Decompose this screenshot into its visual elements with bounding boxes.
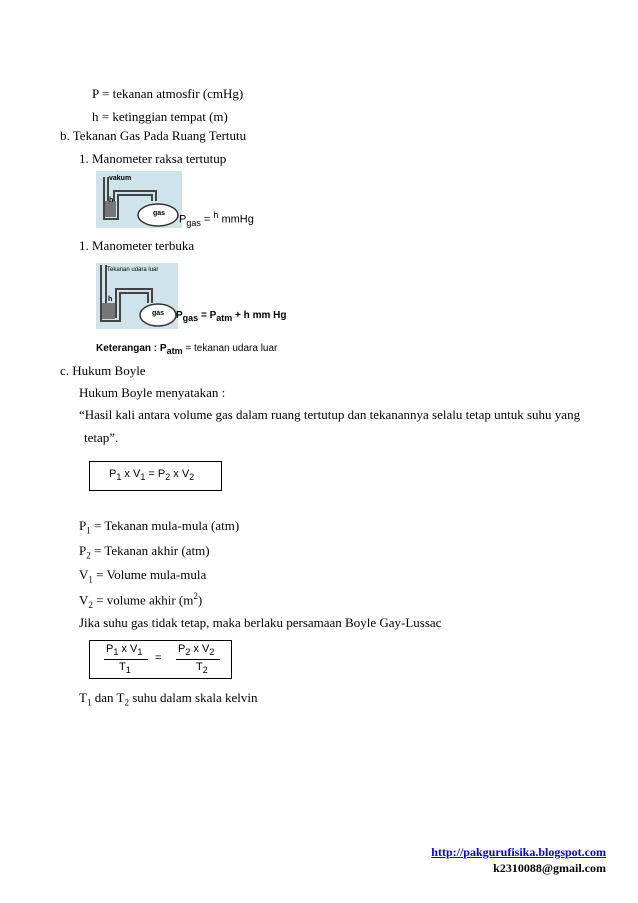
section-c-heading: c. Hukum Boyle (60, 363, 146, 378)
bf-s2: 1 (140, 472, 146, 483)
gl-nr-p: P (178, 643, 186, 655)
gl-equals: = (155, 652, 162, 664)
eq-p: P (179, 213, 187, 226)
def-v2-sym: V (79, 592, 89, 608)
gl-nr-s1: 2 (185, 647, 191, 658)
gl-nl-x: x V (118, 643, 138, 655)
gl-dr-t: T (196, 661, 203, 673)
closed-gas-label: gas (153, 210, 166, 217)
bf-x2: x V (170, 468, 190, 480)
open-equation (176, 310, 286, 323)
open-eq-plus: + h (232, 310, 250, 321)
p-definition: P = tekanan atmosfir (cmHg) (92, 86, 244, 101)
bf-s3: 2 (165, 472, 171, 483)
bf-x1: x V (121, 468, 141, 480)
def-v2 (79, 591, 202, 610)
kelvin-t1: T (79, 690, 87, 705)
def-v1 (79, 567, 206, 585)
def-p1-text: = Tekanan mula-mula (atm) (90, 518, 240, 533)
boyle-formula (109, 468, 194, 482)
def-p2 (79, 543, 210, 561)
def-p1-sub: 1 (86, 525, 91, 536)
gl-nr-s2: 2 (209, 647, 215, 658)
gl-dr-s: 2 (202, 665, 208, 676)
gl-num-left (106, 643, 142, 657)
def-v1-text: = Volume mula-mula (92, 567, 207, 582)
def-p2-sub: 2 (86, 550, 91, 561)
bf-s1: 1 (116, 472, 122, 483)
eq-mid: = (200, 213, 214, 226)
keterangan-text: = tekanan udara luar (182, 343, 278, 354)
def-p1 (79, 518, 239, 536)
section-b-heading: b. Tekanan Gas Pada Ruang Tertutu (60, 128, 247, 143)
open-eq-p: P (176, 310, 183, 321)
def-v2-text: = volume akhir (m (92, 592, 194, 608)
bf-p: P (109, 468, 117, 480)
closed-h-label: h (109, 197, 114, 204)
boyle-quote-line-1: “Hasil kali antara volume gas dalam ruang tertutup dan tekanannya selalu tetap untuk suhu yang (79, 407, 581, 422)
kelvin-mid: dan T (91, 690, 125, 705)
open-eq-sub2: atm (216, 313, 233, 323)
closed-equation (179, 210, 254, 228)
gl-nl-s1: 1 (113, 647, 119, 658)
gl-num-right (178, 643, 214, 657)
def-v1-sub: 1 (88, 574, 93, 585)
eq-h: h (213, 210, 219, 220)
boyle-intro: Hukum Boyle menyatakan : (79, 385, 226, 400)
keterangan-line (96, 343, 277, 356)
gay-lussac-intro: Jika suhu gas tidak tetap, maka berlaku persamaan Boyle Gay-Lussac (79, 615, 442, 630)
def-v2-close: ) (197, 592, 203, 608)
eq-sub: gas (186, 217, 201, 228)
def-v1-sym: V (79, 567, 89, 582)
item-closed-manometer: 1. Manometer raksa tertutup (79, 151, 227, 166)
vakum-label: vakum (109, 175, 132, 182)
gl-nl-p: P (106, 643, 114, 655)
gl-right-fraction-bar (176, 659, 220, 660)
open-h-label: h (108, 296, 113, 303)
gl-dl-s: 1 (125, 665, 131, 676)
kelvin-post: suhu dalam skala kelvin (128, 690, 258, 705)
def-p2-sym: P (79, 543, 87, 558)
eq-unit: mmHg (218, 213, 254, 226)
def-p2-text: = Tekanan akhir (atm) (90, 543, 210, 558)
open-eq-unit: mm Hg (249, 310, 287, 321)
gl-den-left (119, 661, 131, 675)
gl-left-fraction-bar (104, 659, 148, 660)
item-open-manometer: 1. Manometer terbuka (79, 238, 195, 253)
def-p1-sym: P (79, 518, 87, 533)
boyle-quote-line-2: tetap”. (84, 430, 119, 445)
keterangan-sub: atm (166, 346, 183, 356)
outside-pressure-label: Tekanan udara luar (107, 267, 159, 273)
kelvin-note: $T_1$ dan $T_2$ suhu dalam skala kelvin (79, 690, 258, 708)
gl-den-right (196, 661, 208, 675)
open-mercury-column (102, 303, 115, 319)
gl-nr-x: x V (190, 643, 210, 655)
gl-nl-s2: 1 (137, 647, 143, 658)
gl-dl-t: T (119, 661, 126, 673)
open-eq-mid: = P (198, 310, 217, 321)
bf-eq: = P (145, 468, 166, 480)
footer-url-wrap (431, 845, 606, 860)
def-v2-sub: 2 (88, 599, 93, 610)
open-eq-sub1: gas (182, 313, 199, 323)
footer-url-link[interactable]: http://pakgurufisika.blogspot.com (431, 845, 606, 859)
open-gas-label: gas (152, 310, 165, 317)
bf-s4: 2 (189, 472, 195, 483)
keterangan-label: Keterangan : P (96, 343, 167, 354)
footer-email: k2310088@gmail.com (493, 861, 606, 875)
h-definition: h = ketinggian tempat (m) (92, 109, 228, 124)
def-v2-sup: 2 (193, 591, 198, 601)
